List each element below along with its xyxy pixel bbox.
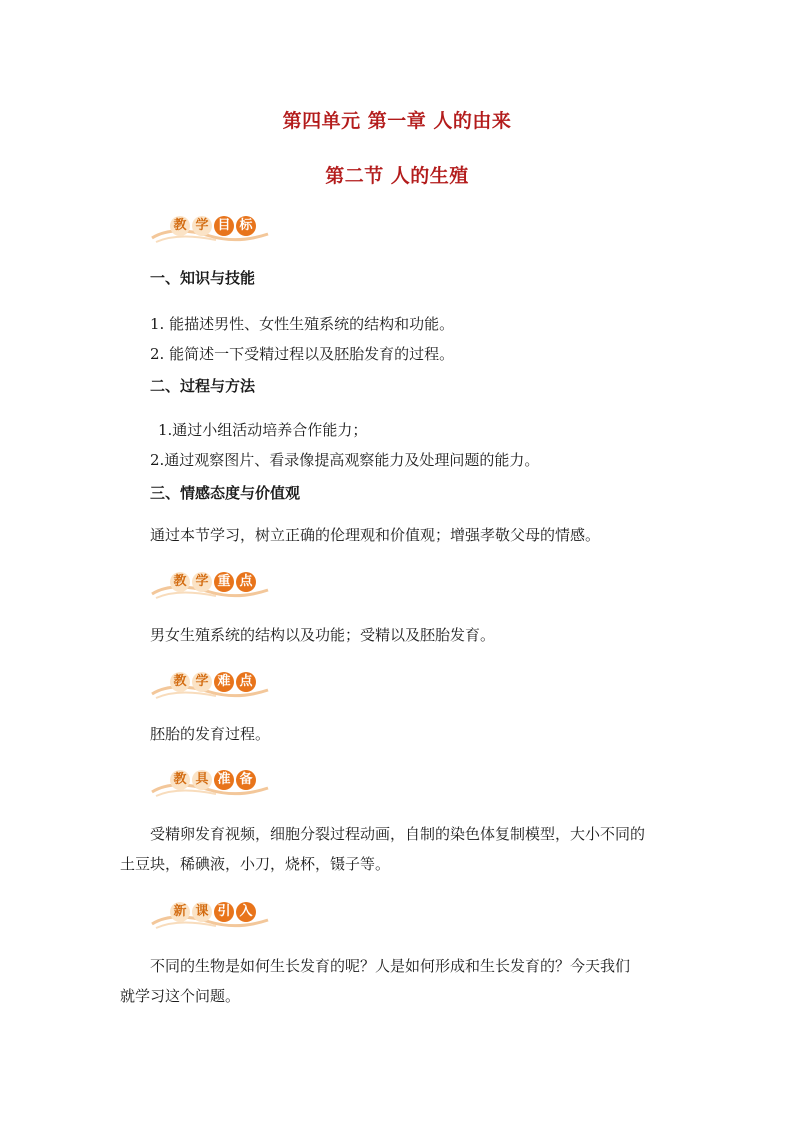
badge-char: 教 [170,572,190,592]
badge-char: 具 [192,770,212,790]
badge-char: 教 [170,672,190,692]
badge-char: 入 [236,902,256,922]
badge-char: 课 [192,902,212,922]
badge-char: 准 [214,770,234,790]
badge-char: 点 [236,572,256,592]
emotion-text: 通过本节学习，树立正确的伦理观和价值观；增强孝敬父母的情感。 [150,526,601,544]
materials-text-line-1: 受精卵发育视频，细胞分裂过程动画，自制的染色体复制模型，大小不同的 [150,825,646,843]
difficulties-text: 胚胎的发育过程。 [150,725,271,743]
badge-char: 教 [170,216,190,236]
badge-char: 备 [236,770,256,790]
badge-char: 引 [214,902,234,922]
materials-text-line-2: 土豆块，稀碘液，小刀，烧杯，镊子等。 [120,855,391,873]
badge-char: 学 [192,216,212,236]
section-subtitle: 第二节 人的生殖 [325,165,469,187]
knowledge-item-2: 2. 能简述一下受精过程以及胚胎发育的过程。 [150,345,455,363]
process-item-1: 1.通过小组活动培养合作能力； [158,421,368,439]
heading-process-methods: 二、过程与方法 [150,377,256,395]
document-title: 第四单元 第一章 人的由来 [282,110,512,132]
heading-emotion-values: 三、情感态度与价值观 [150,484,301,502]
key-points-text: 男女生殖系统的结构以及功能；受精以及胚胎发育。 [150,626,496,644]
badge-char: 标 [236,216,256,236]
badge-char: 点 [236,672,256,692]
badge-char: 新 [170,902,190,922]
intro-text-line-1: 不同的生物是如何生长发育的呢？人是如何形成和生长发育的？今天我们 [150,957,631,975]
intro-text-line-2: 就学习这个问题。 [120,987,241,1005]
process-item-2: 2.通过观察图片、看录像提高观察能力及处理问题的能力。 [150,451,540,469]
badge-char: 重 [214,572,234,592]
knowledge-item-1: 1. 能描述男性、女性生殖系统的结构和功能。 [150,315,455,333]
badge-char: 学 [192,672,212,692]
badge-char: 教 [170,770,190,790]
badge-char: 目 [214,216,234,236]
heading-knowledge-skills: 一、知识与技能 [150,269,256,287]
badge-char: 学 [192,572,212,592]
badge-char: 难 [214,672,234,692]
